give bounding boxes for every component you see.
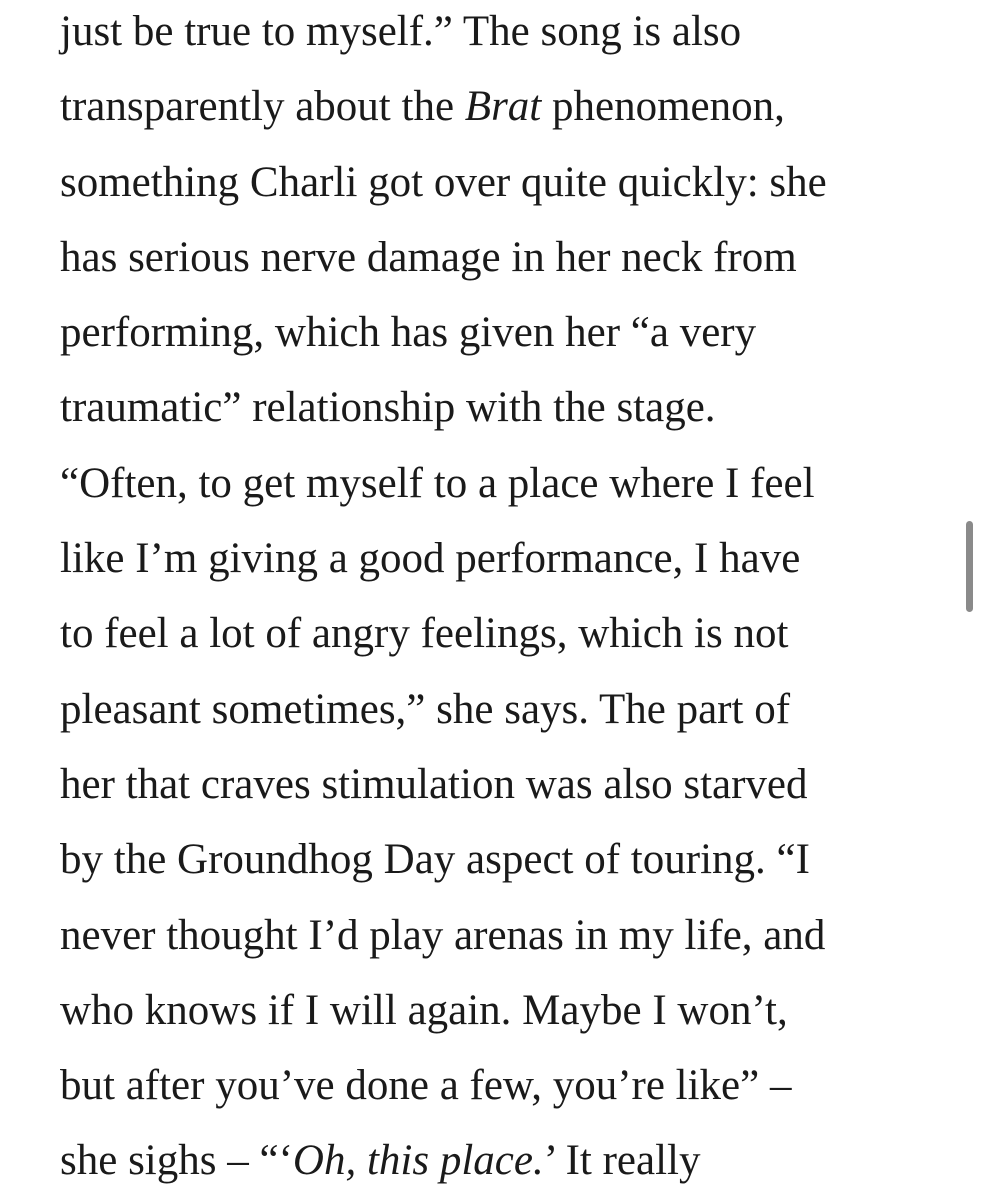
scrollbar-thumb[interactable]: [966, 521, 973, 612]
text-run: ’ It really: [543, 1137, 701, 1185]
text-run: “Often, to get myself to a place where I feel: [60, 459, 815, 507]
text-run: pleasant sometimes,” she says. The part of: [60, 685, 791, 733]
text-line: [60, 596, 940, 671]
text-run: something Charli got over quite quickly: she: [60, 158, 827, 206]
text-line: [60, 672, 940, 747]
text-run: who knows if I will again. Maybe I won’t,: [60, 986, 788, 1034]
text-line: [60, 521, 940, 596]
quote-italic: Oh, this place.: [292, 1137, 544, 1185]
text-line: [60, 145, 940, 220]
text-line: [60, 747, 940, 822]
text-run: to feel a lot of angry feelings, which is not: [60, 610, 789, 658]
text-run: she sighs – “‘: [60, 1137, 293, 1185]
text-line: [60, 446, 940, 521]
text-run: never thought I’d play arenas in my life, and: [60, 911, 826, 959]
text-run: just be true to myself.” The song is also: [60, 8, 742, 55]
text-run: performing, which has given her “a very: [60, 309, 757, 357]
text-line: [60, 370, 940, 445]
text-line: [60, 973, 940, 1048]
text-run: like I’m giving a good performance, I have: [60, 535, 801, 583]
text-run: phenomenon,: [541, 83, 785, 131]
text-line: [60, 0, 940, 69]
text-line: [60, 1048, 940, 1123]
text-line: [60, 898, 940, 973]
text-run: by the Groundhog Day aspect of touring. “I: [60, 836, 810, 884]
text-line: [60, 295, 940, 370]
text-run: traumatic” relationship with the stage.: [60, 384, 716, 432]
article-body: [60, 0, 940, 1199]
album-title-italic: Brat: [464, 83, 542, 131]
text-run: transparently about the: [60, 83, 465, 131]
text-line: [60, 1123, 940, 1198]
text-run: her that craves stimulation was also starved: [60, 760, 808, 808]
text-run: but after you’ve done a few, you’re like” –: [60, 1062, 792, 1110]
text-line: [60, 69, 940, 144]
text-line: [60, 822, 940, 897]
text-line: [60, 220, 940, 295]
text-run: has serious nerve damage in her neck from: [60, 233, 797, 281]
